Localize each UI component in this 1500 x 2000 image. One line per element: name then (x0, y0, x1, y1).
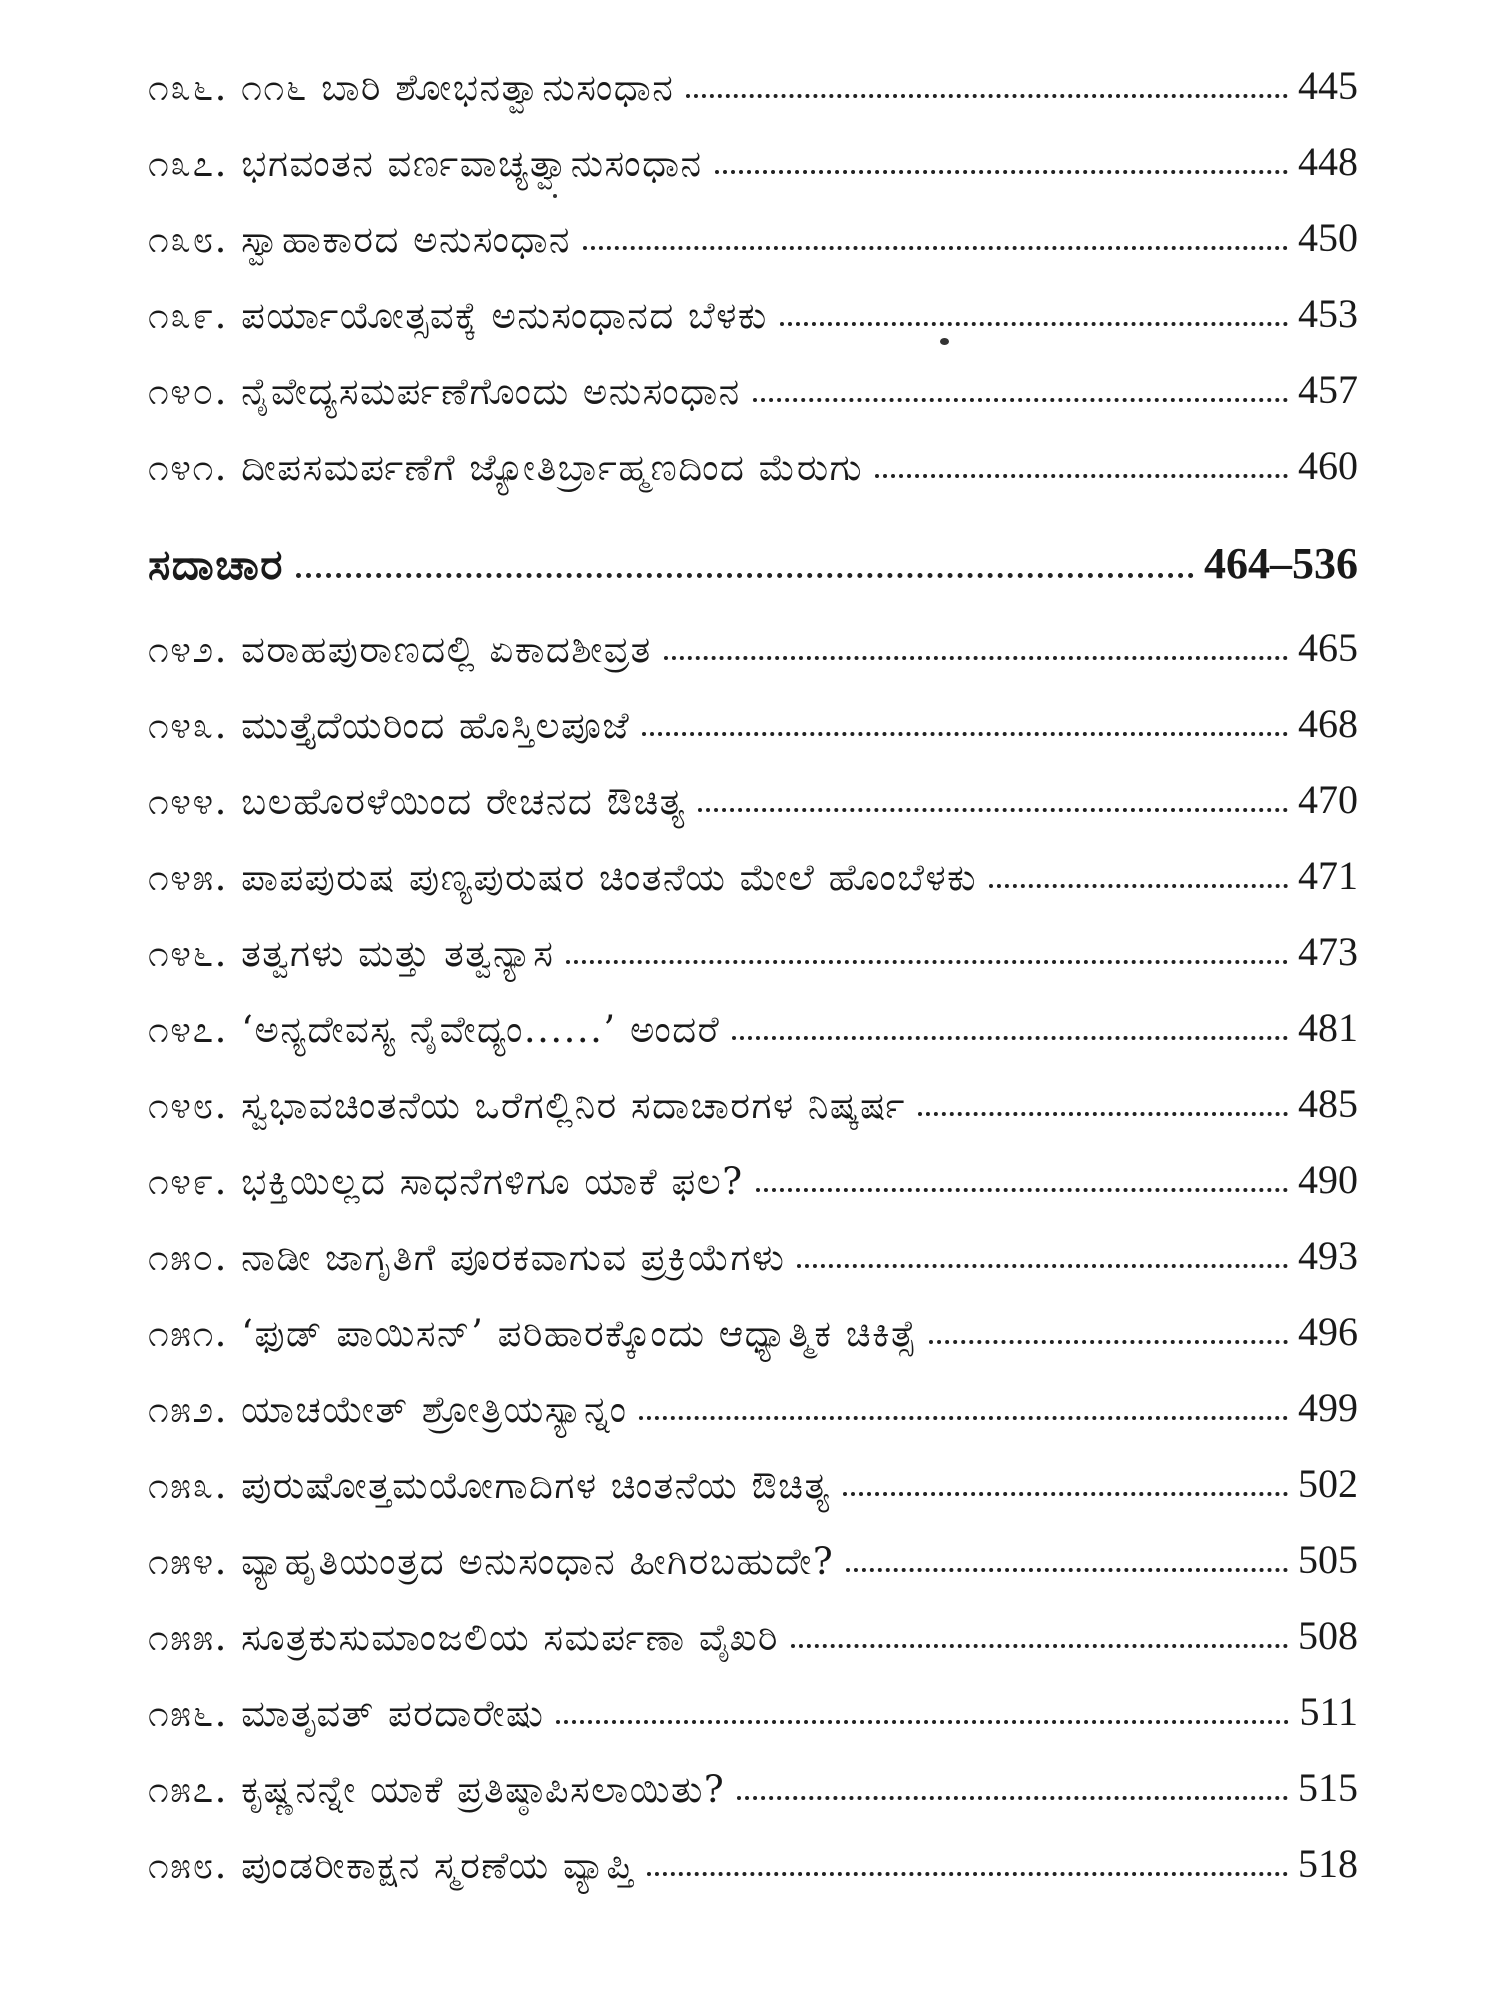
dot-leader (639, 1416, 1288, 1420)
dot-leader (664, 656, 1288, 660)
toc-entry (148, 612, 1358, 672)
entry-title: ೧೫೩. ಪುರುಷೋತ್ತಮಯೋಗಾದಿಗಳ ಚಿಂತನೆಯ ಔಚಿತ್ಯ (148, 1464, 831, 1507)
dot-leader (566, 960, 1288, 964)
entry-page-number: 468 (1298, 701, 1358, 746)
entry-page-number: 450 (1298, 215, 1358, 260)
toc-entry (148, 50, 1358, 110)
entry-title: ೧೩೭. ಭಗವಂತನ ವರ್ಣವಾಚ್ಯತ್ವಾನುಸಂಧಾನ (148, 142, 703, 185)
entry-title: ೧೪೩. ಮುತ್ತೈದೆಯರಿಂದ ಹೊಸ್ತಿಲಪೂಜೆ (148, 704, 631, 747)
toc-entry (148, 278, 1358, 338)
entry-title: ೧೪೫. ಪಾಪಪುರುಷ ಪುಣ್ಯಪುರುಷರ ಚಿಂತನೆಯ ಮೇಲೆ ಹೊಂಬೆಳಕು (148, 856, 978, 899)
entry-page-number: 445 (1298, 63, 1358, 108)
entry-title: ೧೫೦. ನಾಡೀ ಜಾಗೃತಿಗೆ ಪೂರಕವಾಗುವ ಪ್ರಕ್ರಿಯೆಗಳು (148, 1236, 786, 1279)
entry-title: ೧೪೪. ಬಲಹೊರಳೆಯಿಂದ ರೇಚನದ ಔಚಿತ್ಯ (148, 780, 686, 823)
dot-leader (642, 732, 1288, 736)
entry-title: ೧೫೮. ಪುಂಡರೀಕಾಕ್ಷನ ಸ್ಮರಣೆಯ ವ್ಯಾಪ್ತಿ (148, 1844, 635, 1887)
section-page-range: 464–536 (1204, 539, 1358, 588)
toc-section-heading (148, 530, 1358, 590)
dot-leader (780, 322, 1288, 326)
entry-page-number: 511 (1299, 1689, 1358, 1734)
entry-page-number: 518 (1298, 1841, 1358, 1886)
dot-leader (556, 1720, 1289, 1724)
entry-title: ೧೪೭. ‘ಅನ್ಯದೇವಸ್ಯ ನೈವೇದ್ಯಂ......’ ಅಂದರೆ (148, 1008, 721, 1051)
dot-leader (843, 1492, 1288, 1496)
dot-leader (647, 1872, 1288, 1876)
toc-entry (148, 916, 1358, 976)
dot-leader (698, 808, 1288, 812)
dot-leader (583, 246, 1288, 250)
toc-entry (148, 126, 1358, 186)
entry-title: ೧೪೨. ವರಾಹಪುರಾಣದಲ್ಲಿ ಏಕಾದಶೀವ್ರತ (148, 628, 652, 671)
entry-page-number: 485 (1298, 1081, 1358, 1126)
entry-page-number: 465 (1298, 625, 1358, 670)
entry-page-number: 505 (1298, 1537, 1358, 1582)
toc-entry (148, 992, 1358, 1052)
toc-entry (148, 1296, 1358, 1356)
entry-page-number: 473 (1298, 929, 1358, 974)
toc-entry (148, 1676, 1358, 1736)
dot-leader (989, 884, 1288, 888)
entry-page-number: 470 (1298, 777, 1358, 822)
toc-entry (148, 354, 1358, 414)
toc-entry (148, 1752, 1358, 1812)
toc-entry (148, 430, 1358, 490)
entry-page-number: 502 (1298, 1461, 1358, 1506)
entry-title: ೧೪೦. ನೈವೇದ್ಯಸಮರ್ಪಣೆಗೊಂದು ಅನುಸಂಧಾನ (148, 370, 741, 413)
toc-entry (148, 1372, 1358, 1432)
entry-page-number: 457 (1298, 367, 1358, 412)
toc-entry (148, 1524, 1358, 1584)
entry-page-number: 499 (1298, 1385, 1358, 1430)
toc-entry (148, 840, 1358, 900)
section-title: ಸದಾಚಾರ (148, 540, 284, 589)
entry-title: ೧೩೮. ಸ್ವಾಹಾಕಾರದ ಅನುಸಂಧಾನ (148, 218, 571, 261)
dot-leader (918, 1112, 1288, 1116)
entry-title: ೧೫೭. ಕೃಷ್ಣನನ್ನೇ ಯಾಕೆ ಪ್ರತಿಷ್ಠಾಪಿಸಲಾಯಿತು? (148, 1768, 726, 1811)
entry-title: ೧೫೫. ಸೂತ್ರಕುಸುಮಾಂಜಲಿಯ ಸಮರ್ಪಣಾ ವೈಖರಿ (148, 1616, 779, 1659)
toc-entry (148, 1144, 1358, 1204)
toc-entry (148, 764, 1358, 824)
entry-title: ೧೪೬. ತತ್ವಗಳು ಮತ್ತು ತತ್ವನ್ಯಾಸ (148, 932, 555, 975)
toc-entry (148, 1220, 1358, 1280)
dot-leader (296, 573, 1194, 578)
dot-leader (737, 1796, 1288, 1800)
entry-title: ೧೩೯. ಪರ್ಯಾಯೋತ್ಸವಕ್ಕೆ ಅನುಸಂಧಾನದ ಬೆಳಕು (148, 294, 768, 337)
entry-page-number: 496 (1298, 1309, 1358, 1354)
entry-title: ೧೩೬. ೧೧೬ ಬಾರಿ ಶೋಭನತ್ವಾನುಸಂಧಾನ (148, 66, 675, 109)
entry-title: ೧೪೯. ಭಕ್ತಿಯಿಲ್ಲದ ಸಾಧನೆಗಳಿಗೂ ಯಾಕೆ ಫಲ? (148, 1160, 744, 1203)
toc-entry (148, 1600, 1358, 1660)
toc-entry (148, 1828, 1358, 1888)
entry-page-number: 481 (1298, 1005, 1358, 1050)
entry-page-number: 460 (1298, 443, 1358, 488)
entry-title: ೧೫೨. ಯಾಚಯೇತ್ ಶ್ರೋತ್ರಿಯಸ್ಯಾನ್ನಂ (148, 1388, 628, 1431)
entry-page-number: 453 (1298, 291, 1358, 336)
entry-page-number: 508 (1298, 1613, 1358, 1658)
dot-leader (846, 1568, 1288, 1572)
entry-page-number: 493 (1298, 1233, 1358, 1278)
entry-title: ೧೪೧. ದೀಪಸಮರ್ಪಣೆಗೆ ಜ್ಯೋತಿರ್ಬ್ರಾಹ್ಮಣದಿಂದ ಮೆರುಗು (148, 446, 863, 489)
entry-page-number: 515 (1298, 1765, 1358, 1810)
ink-speck (553, 194, 557, 198)
dot-leader (732, 1036, 1288, 1040)
dot-leader (875, 474, 1288, 478)
dot-leader (715, 170, 1288, 174)
dot-leader (929, 1340, 1288, 1344)
entry-title: ೧೫೧. ‘ಫುಡ್ ಪಾಯಿಸನ್’ ಪರಿಹಾರಕ್ಕೊಂದು ಆಧ್ಯಾತ್ಮಿಕ ಚಿಕಿತ್ಸೆ (148, 1312, 918, 1355)
ink-speck (940, 338, 949, 345)
entry-page-number: 448 (1298, 139, 1358, 184)
entry-title: ೧೫೪. ವ್ಯಾಹೃತಿಯಂತ್ರದ ಅನುಸಂಧಾನ ಹೀಗಿರಬಹುದೇ? (148, 1540, 835, 1583)
entry-page-number: 490 (1298, 1157, 1358, 1202)
entry-title: ೧೫೬. ಮಾತೃವತ್ ಪರದಾರೇಷು (148, 1692, 545, 1735)
toc-entry (148, 1068, 1358, 1128)
entry-page-number: 471 (1298, 853, 1358, 898)
toc-entry (148, 688, 1358, 748)
toc-entry (148, 202, 1358, 262)
dot-leader (753, 398, 1288, 402)
dot-leader (797, 1264, 1288, 1268)
entry-title: ೧೪೮. ಸ್ವಭಾವಚಿಂತನೆಯ ಒರೆಗಲ್ಲಿನಿರ ಸದಾಚಾರಗಳ ನಿಷ್ಕರ್ಷ (148, 1084, 906, 1127)
dot-leader (686, 94, 1288, 98)
dot-leader (756, 1188, 1288, 1192)
toc-entry (148, 1448, 1358, 1508)
dot-leader (791, 1644, 1288, 1648)
